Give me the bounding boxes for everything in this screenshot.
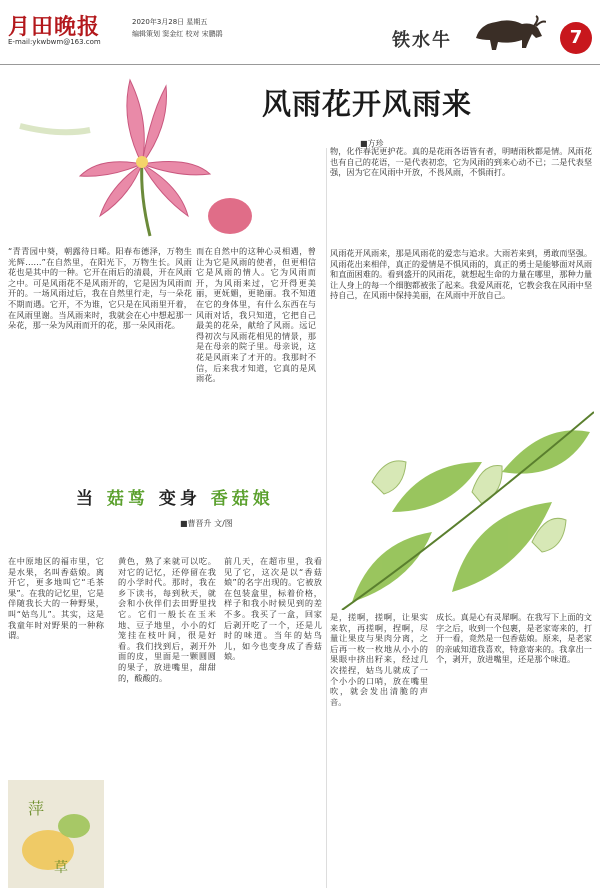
- article2-title: [76, 484, 274, 509]
- svg-text:草: 草: [54, 860, 68, 876]
- rain-lily-photo: [0, 66, 258, 242]
- article-column-middle: 而在自然中的这种心灵相遇，曾让为它是风雨的使者，但更相信它是风雨的情人。它为风雨而开，为风雨来过，它开得更美丽，更妩媚，更艳丽。我不知道在它的身体里，有什么东西在与风雨对话，我只知道，它把自己最美的花朵，献给了风雨。远记得初次与风雨花相见的情景，那是在母亲的院子里。母亲说，这花是风雨来了才开的。我那时不信，后来我才知道，它真的是风雨花。: [196, 246, 316, 384]
- article2-column-5: 成长。真是心有灵犀啊。在我写下上面的文字之后，收到一个包裹，是老家寄来的，打开一看，竟然是一包香菇娘。原来，是老家的亲戚知道我喜欢，特意寄来的。我拿出一个，剥开，放进嘴里，还是那个味道。: [436, 612, 592, 665]
- bull-icon: [466, 8, 546, 56]
- article-column-right: 物，化作春泥更护花。真的是花雨各语皆有者，明晴雨秋都是情。风雨花也有自己的花语，一是代表初恋，它为风雨的到来心动不已；二是代表坚强，因为它在风雨中开放，不畏风雨，不惧雨打。: [330, 146, 592, 178]
- page-number-badge: 7: [560, 22, 592, 54]
- article2-column-4: 是，搓啊，搓啊，让果实来软，再搓啊，捏啊，尽量让果皮与果肉分离，之后再一枚一枚地从小小的果眼中挤出籽来，经过几次搓捏，姑鸟儿就成了一个小小的口哨，放在嘴里吹，就会发出清脆的声音。: [330, 612, 428, 707]
- article-title: 风雨花开风雨来: [262, 87, 473, 121]
- column-divider: [326, 148, 327, 888]
- staff-credits: 编辑策划 窦金红 校对 宋鹏鹃: [132, 30, 223, 38]
- article2-column-3: 前几天，在超市里，我看见了它，这次是以“香菇娘”的名字出现的。它被放在包装盒里，标着价格，样子和我小时候见到的差不多。我买了一盒，回家后剥开吃了一个，还是儿时的味道。当年的姑鸟儿，如今也变身成了香菇娘。: [224, 556, 322, 662]
- article2-column-1: 在中原地区的福市里，它是水果，名叫香菇娘。离开它，更多地叫它“毛茶果”。在我的记忆里，它是伴随我长大的一种野果，叫“姑鸟儿”。其实，这是我童年时对野果的一种称谓。: [8, 556, 104, 641]
- title-middle: 变身: [158, 489, 201, 509]
- masthead: [0, 0, 600, 62]
- article-column-right-lower: 风雨花开风雨来，那是风雨花的爱恋与追求。大雨若来到，勇敢而坚强。风雨花出来相伴，真正的爱情是不惧风雨的，真正的勇士是能够面对风雨和直面困难的。看到盛开的风雨花，就想起生命的力量在哪里，那种力量让人身上的每一个细胞都被张了起来。我爱风雨花，它教会我在风雨中坚持自己，在风雨中保持美丽，在风雨中开放自己。: [330, 248, 592, 301]
- article2-byline: ■曹晋升 文/图: [180, 519, 233, 528]
- issue-date: 2020年3月28日 星期五: [132, 18, 208, 26]
- header-divider: [0, 64, 600, 65]
- title-keyword-b: 香菇娘: [210, 489, 274, 509]
- contact-email: E-mail:ykwbwm@163.com: [8, 38, 101, 46]
- newspaper-logo: 月田晚报: [8, 14, 101, 40]
- title-keyword-a: 菇茑: [106, 489, 149, 509]
- decorative-logo-image: [8, 780, 104, 888]
- section-title: 铁水牛: [392, 30, 452, 51]
- article-byline: ■方珍: [360, 139, 384, 148]
- article2-column-2: 黄色，熟了来就可以吃。对它的记忆，还停留在我的小学时代。那时，我在乡下读书，每到秋天，就会和小伙伴们去田野里找它。它们一般长在玉米地、豆子地里，小小的灯笼挂在枝叶间，很是好看。我们找到后，剥开外面的皮，里面是一颗圆圆的果子，放进嘴里，甜甜的，酸酸的。: [118, 556, 216, 683]
- title-prefix: 当: [76, 489, 97, 509]
- svg-text:萍: 萍: [28, 799, 45, 818]
- groundcherry-plant-photo: [332, 392, 594, 610]
- article-column-left: “青青园中葵，朝露待日晞。阳春布德泽，万物生光辉……”在自然里，在阳光下，万物生长。风雨花也是其中的一种。它开在雨后的清晨，开在风雨之中。可是风雨花不是风雨开的，它是因为风雨而开的。一场风雨过后，我在自然里行走，与一朵花不期而遇。它开，不为谁，它只是在风雨里开着，在风雨里谢。当风雨来时，我就会在心中想起那一朵花，那一朵为风雨而开的花，那一朵风雨花。: [8, 246, 192, 331]
